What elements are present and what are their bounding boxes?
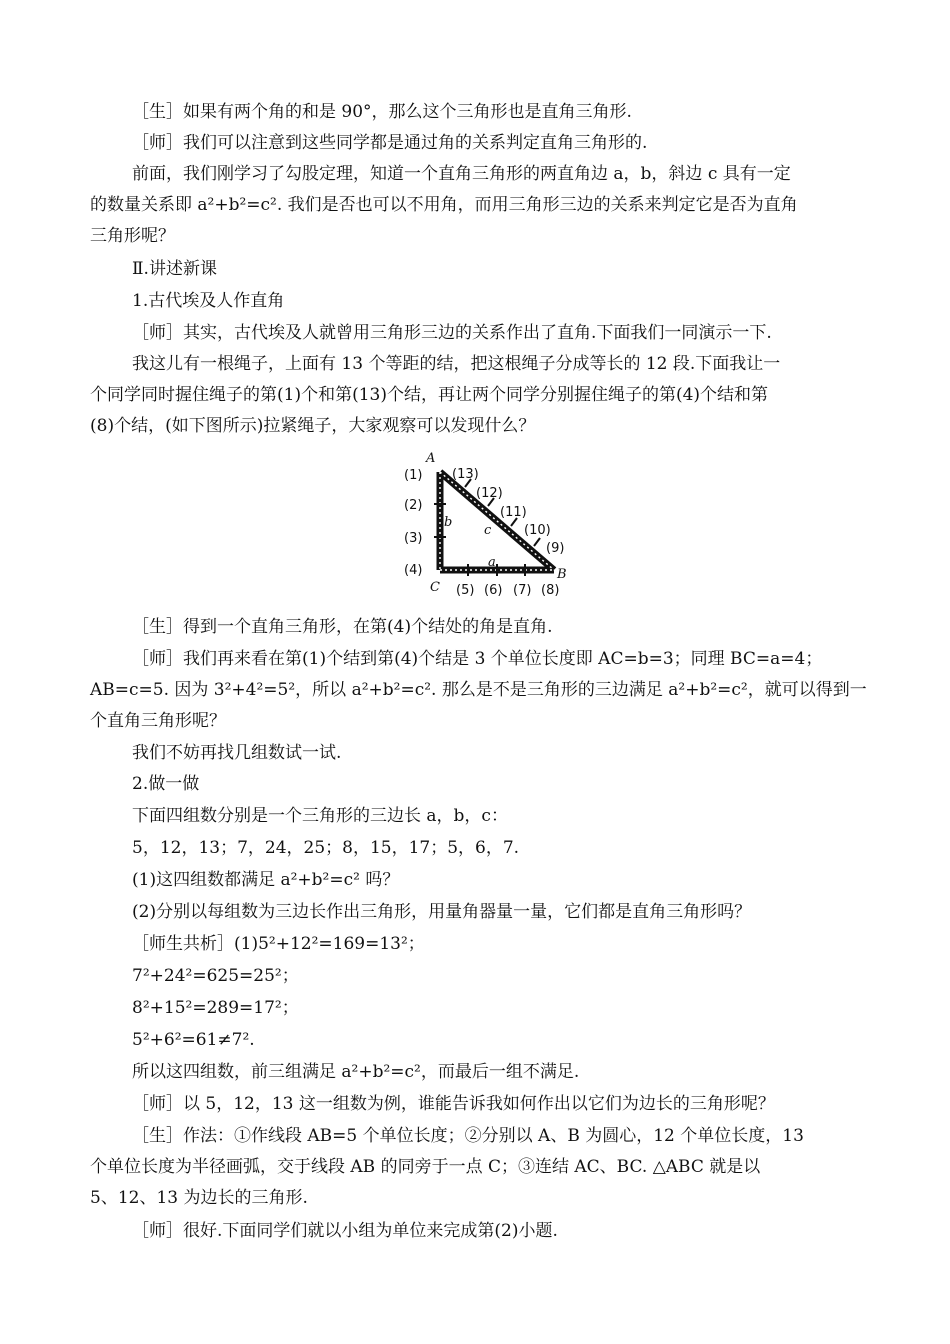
- text-line: 前面，我们刚学习了勾股定理，知道一个直角三角形的两直角边 a，b，斜边 c 具有一定: [132, 164, 791, 184]
- knot-label: (9): [546, 541, 565, 556]
- text-line: ［生］如果有两个角的和是 90°，那么这个三角形也是直角三角形.: [132, 102, 632, 122]
- knot-label: (12): [476, 486, 503, 501]
- vertex-b-label: B: [557, 567, 567, 582]
- knot-label: (6): [484, 583, 503, 598]
- text-line: ［师］我们可以注意到这些同学都是通过角的关系判定直角三角形的.: [132, 133, 648, 153]
- text-line: ［生］作法：①作线段 AB=5 个单位长度；②分别以 A、B 为圆心，12 个单位长度，13: [132, 1126, 804, 1146]
- knot-label: (10): [524, 523, 551, 538]
- text-line: 三角形呢？: [90, 226, 175, 246]
- equation-line: 7²+24²=625=25²；: [132, 966, 299, 986]
- knot-label: (2): [404, 498, 423, 513]
- vertex-a-label: A: [426, 451, 436, 466]
- knot-label: (7): [513, 583, 532, 598]
- knot-label: (11): [500, 505, 527, 520]
- knot-mark: [534, 538, 540, 546]
- side-a-label: a: [488, 555, 496, 570]
- subsection-heading: 2.做一做: [132, 774, 200, 794]
- text-line: 下面四组数分别是一个三角形的三边长 a，b，c：: [132, 806, 508, 826]
- text-line: ［师生共析］(1)5²+12²=169=13²；: [132, 934, 425, 954]
- text-line: (1)这四组数都满足 a²+b²=c² 吗？: [132, 870, 400, 890]
- text-line: AB=c=5. 因为 3²+4²=5²，所以 a²+b²=c². 那么是不是三角形的三边满足 a²+b²=c²，就可以得到一: [90, 680, 867, 700]
- text-line: ［师］其实，古代埃及人就曾用三角形三边的关系作出了直角.下面我们一同演示一下.: [132, 323, 772, 343]
- knot-label: (13): [452, 467, 479, 482]
- text-line: ［师］很好.下面同学们就以小组为单位来完成第(2)小题.: [132, 1221, 558, 1241]
- rope-triangle-figure: [398, 446, 576, 604]
- equation-line: 5²+6²=61≠7².: [132, 1030, 255, 1050]
- knot-label: (3): [404, 531, 423, 546]
- text-line: ［师］我们再来看在第(1)个结到第(4)个结是 3 个单位长度即 AC=b=3；同理 BC=a=4；: [132, 649, 823, 669]
- text-line: (2)分别以每组数为三边长作出三角形，用量角器量一量，它们都是直角三角形吗？: [132, 902, 752, 922]
- text-line: ［生］得到一个直角三角形，在第(4)个结处的角是直角.: [132, 617, 553, 637]
- knot-label: (8): [541, 583, 560, 598]
- text-line: 所以这四组数，前三组满足 a²+b²=c²，而最后一组不满足.: [132, 1062, 580, 1082]
- vertex-c-label: C: [430, 580, 440, 595]
- text-line: (8)个结，(如下图所示)拉紧绳子，大家观察可以发现什么？: [90, 416, 536, 436]
- side-b-label: b: [444, 515, 453, 530]
- text-line: 我们不妨再找几组数试一试.: [132, 743, 342, 763]
- text-line: 个单位长度为半径画弧，交于线段 AB 的同旁于一点 C；③连结 AC、BC. △ABC 就是以: [90, 1157, 761, 1177]
- knot-label: (5): [456, 583, 475, 598]
- text-line: ［师］以 5，12，13 这一组数为例，谁能告诉我如何作出以它们为边长的三角形呢？: [132, 1094, 775, 1114]
- side-c-label: c: [484, 523, 492, 538]
- subsection-heading: 1.古代埃及人作直角: [132, 291, 285, 311]
- equation-line: 8²+15²=289=17²；: [132, 998, 299, 1018]
- text-line: 5，12，13；7，24，25；8，15，17；5，6，7.: [132, 838, 520, 858]
- knot-label: (1): [404, 468, 423, 483]
- text-line: 5、12、13 为边长的三角形.: [90, 1188, 308, 1208]
- text-line: 个同学同时握住绳子的第(1)个和第(13)个结，再让两个同学分别握住绳子的第(4)个结和第: [90, 385, 769, 405]
- text-line: 个直角三角形呢？: [90, 711, 226, 731]
- section-heading: Ⅱ.讲述新课: [132, 259, 217, 279]
- text-line: 的数量关系即 a²+b²=c². 我们是否也可以不用角，而用三角形三边的关系来判定它是否为直角: [90, 195, 798, 215]
- knot-label: (4): [404, 563, 423, 578]
- text-line: 我这儿有一根绳子，上面有 13 个等距的结，把这根绳子分成等长的 12 段.下面我让一: [132, 354, 781, 374]
